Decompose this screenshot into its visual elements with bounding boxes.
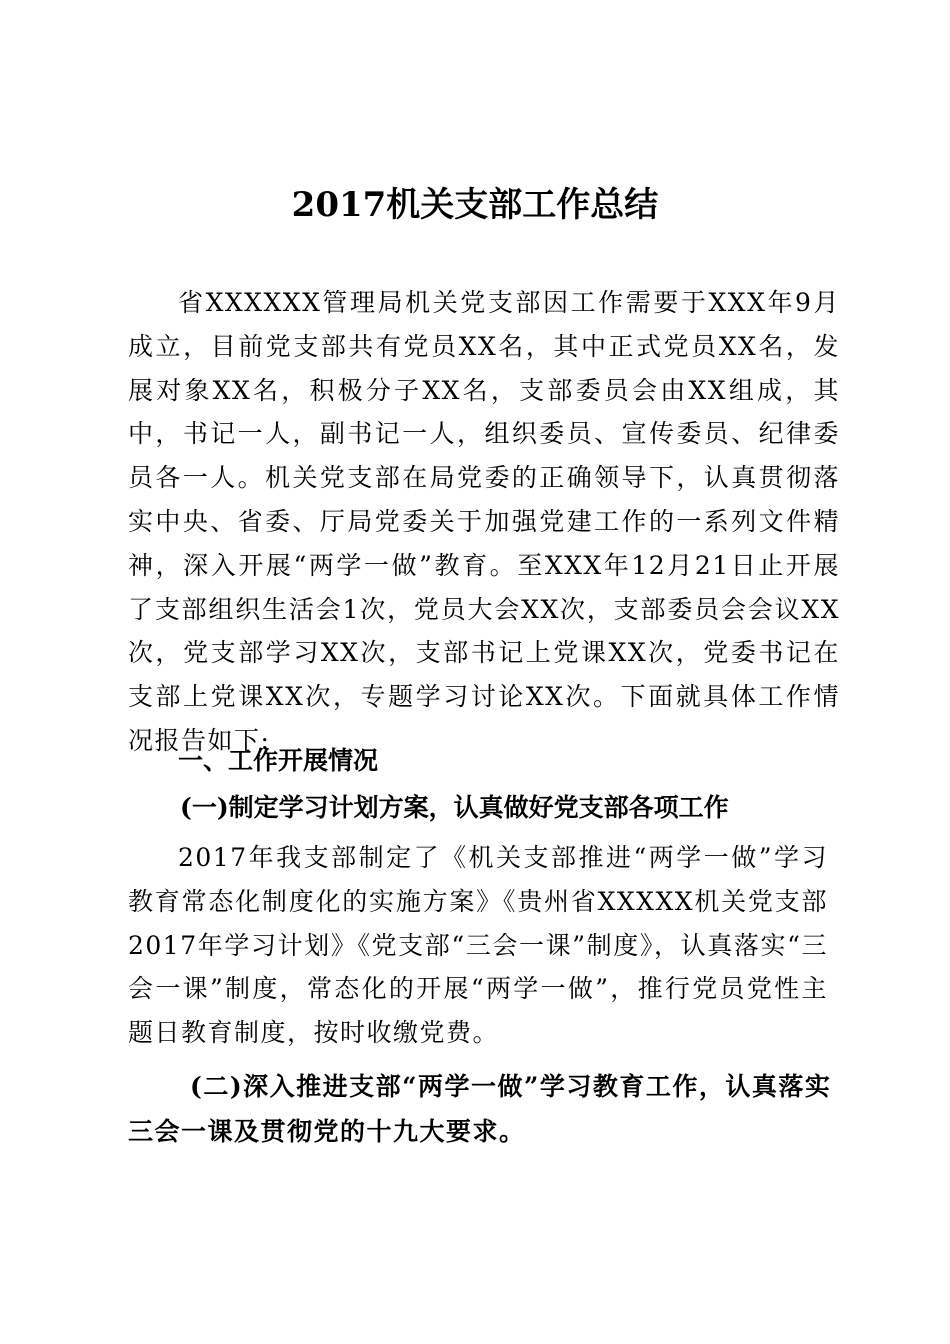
document-title: 2017机关支部工作总结 xyxy=(291,185,659,225)
intro-paragraph: 省XXXXXX管理局机关党支部因工作需要于XXX年9月成立，目前党支部共有党员XX名，其中正式党员XX名，发展对象XX名，积极分子XX名，支部委员会由XX组成，其中，书记一人，副书记一人，组织委员、宣传委员、纪律委员各一人。机关党支部在局党委的正确领导下，认真贯彻落实中央、省委、厅局党委关于加强党建工作的一系列文件精神，深入开展“两学一做”教育。至XXX年12月21日止开展了支部组织生活会1次，党员大会XX次，支部委员会会议XX次，党支部学习XX次，支部书记上党课XX次，党委书记在支部上党课XX次，专题学习讨论XX次。下面就具体工作情况报告如下: xyxy=(128,288,840,755)
subsection-heading-2: (二)深入推进支部“两学一做”学习教育工作，认真落实三会一课及贯彻党的十九大要求。 xyxy=(128,1072,832,1146)
subsection-paragraph-1: 2017年我支部制定了《机关支部推进“两学一做”学习教育常态化制度化的实施方案》《贵州省XXXXX机关党支部2017年学习计划》《党支部“三会一课”制度》，认真落实“三会一课”制度，常态化的开展“两学一做”，推行党员党性主题日教育制度，按时收缴党费。 xyxy=(128,843,828,1048)
section-heading-1: 一、工作开展情况 xyxy=(178,746,379,775)
subsection-heading-1: (一)制定学习计划方案，认真做好党支部各项工作 xyxy=(180,793,729,822)
